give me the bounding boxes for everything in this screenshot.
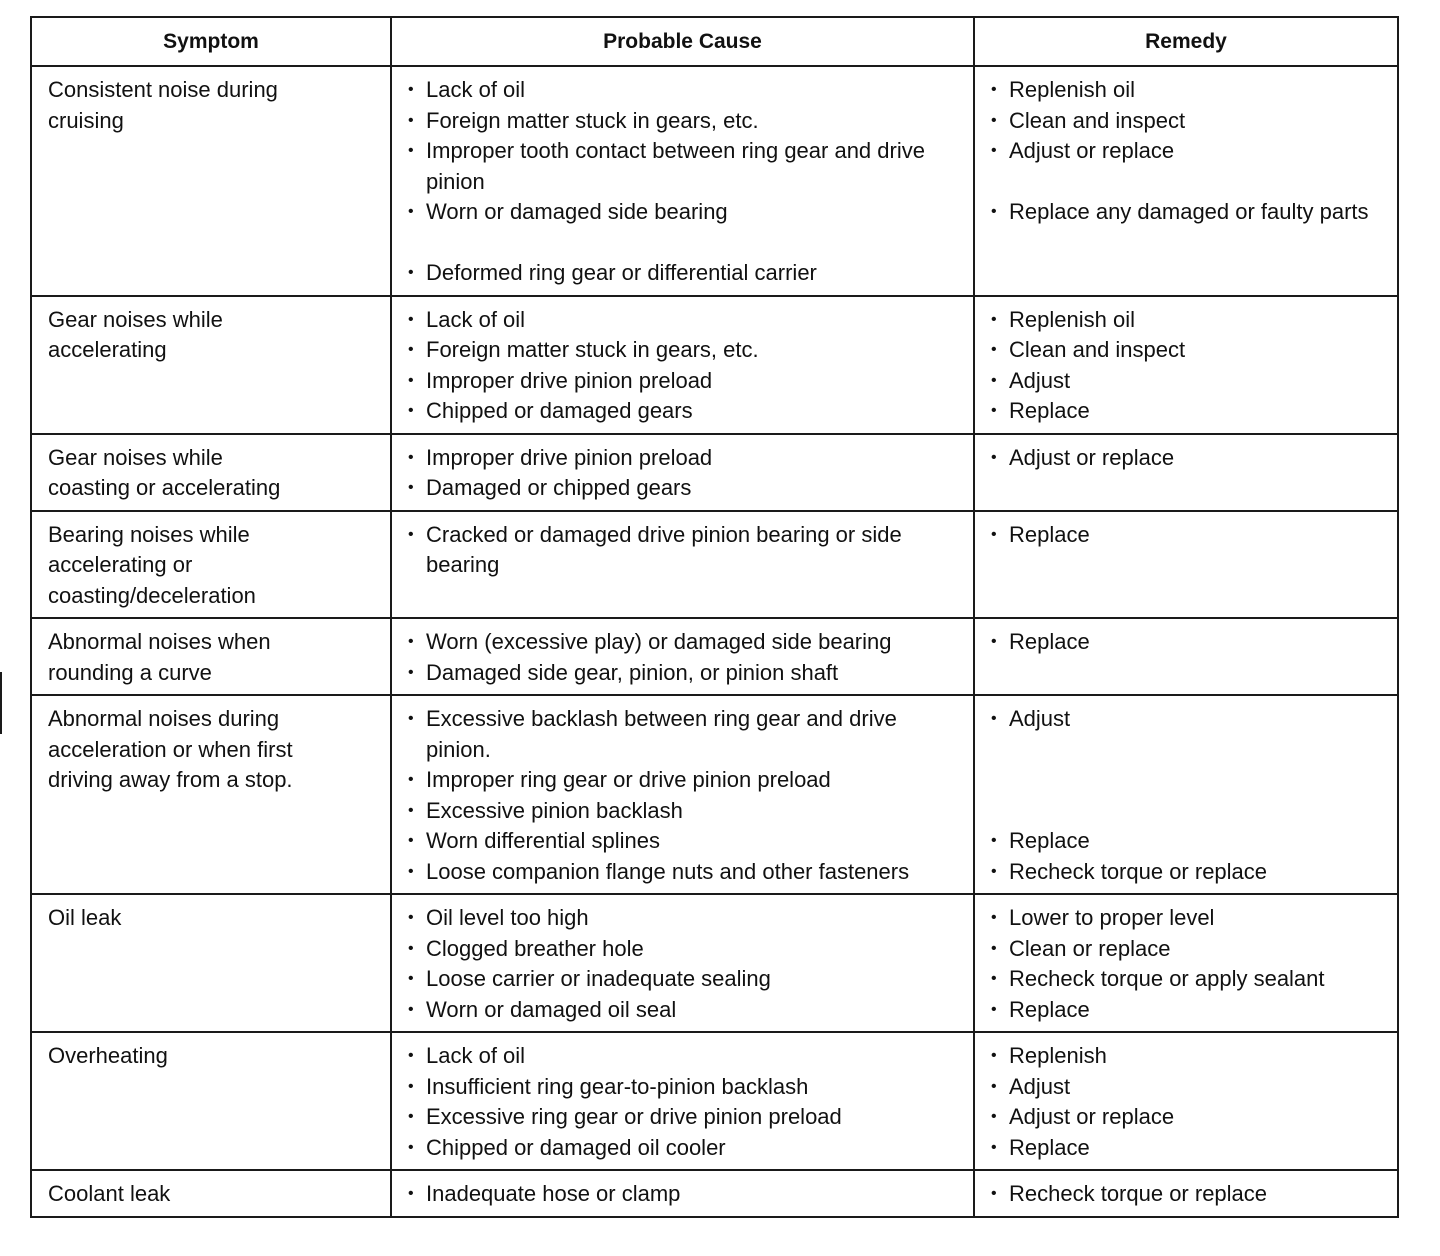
troubleshooting-table	[30, 16, 1399, 1218]
remedy-cell	[974, 695, 1398, 894]
cause-item: • Lack of oil	[408, 305, 961, 336]
remedy-item: • Clean and inspect	[991, 106, 1385, 137]
symptom-cell: Gear noises while accelerating	[31, 296, 391, 434]
table-row	[31, 894, 1398, 1032]
remedy-item: • Adjust	[991, 704, 1385, 735]
symptom-cell: Abnormal noises when rounding a curve	[31, 618, 391, 695]
cause-cell	[391, 66, 974, 296]
remedy-item: • Clean or replace	[991, 934, 1385, 965]
table-row	[31, 1170, 1398, 1217]
spacer	[991, 167, 1385, 198]
cause-item: • Excessive backlash between ring gear and drive pinion.	[408, 704, 961, 765]
remedy-item: • Recheck torque or replace	[991, 857, 1385, 888]
spacer	[991, 765, 1385, 796]
cause-item: • Insufficient ring gear-to-pinion backlash	[408, 1072, 961, 1103]
header-probable-cause: Probable Cause	[391, 17, 974, 66]
troubleshooting-table-container	[30, 16, 1397, 1218]
cause-item: • Chipped or damaged gears	[408, 396, 961, 427]
cause-item: • Improper drive pinion preload	[408, 443, 961, 474]
remedy-item: • Replace	[991, 995, 1385, 1026]
cause-item: • Oil level too high	[408, 903, 961, 934]
remedy-item: • Replace any damaged or faulty parts	[991, 197, 1385, 228]
cause-cell	[391, 695, 974, 894]
cause-item: • Chipped or damaged oil cooler	[408, 1133, 961, 1164]
symptom-cell: Abnormal noises during acceleration or when first driving away from a stop.	[31, 695, 391, 894]
remedy-item: • Adjust or replace	[991, 136, 1385, 167]
cause-cell	[391, 894, 974, 1032]
cause-item: • Worn or damaged side bearing	[408, 197, 961, 228]
cause-item: • Clogged breather hole	[408, 934, 961, 965]
cause-item: • Lack of oil	[408, 75, 961, 106]
cause-cell	[391, 296, 974, 434]
symptom-cell: Oil leak	[31, 894, 391, 1032]
remedy-cell	[974, 511, 1398, 619]
symptom-cell: Gear noises while coasting or accelerating	[31, 434, 391, 511]
table-row	[31, 695, 1398, 894]
remedy-item: • Replace	[991, 1133, 1385, 1164]
cause-item: • Inadequate hose or clamp	[408, 1179, 961, 1210]
header-symptom: Symptom	[31, 17, 391, 66]
cause-item: • Worn (excessive play) or damaged side bearing	[408, 627, 961, 658]
cause-item: • Excessive pinion backlash	[408, 796, 961, 827]
symptom-cell: Overheating	[31, 1032, 391, 1170]
symptom-cell: Bearing noises while accelerating or coasting/deceleration	[31, 511, 391, 619]
cause-item: • Improper tooth contact between ring gear and drive pinion	[408, 136, 961, 197]
remedy-item: • Replace	[991, 396, 1385, 427]
remedy-item: • Adjust or replace	[991, 1102, 1385, 1133]
table-row	[31, 66, 1398, 296]
cause-item: • Excessive ring gear or drive pinion preload	[408, 1102, 961, 1133]
remedy-item: • Adjust	[991, 366, 1385, 397]
cause-item: • Foreign matter stuck in gears, etc.	[408, 335, 961, 366]
table-row	[31, 511, 1398, 619]
cause-cell	[391, 1032, 974, 1170]
remedy-item: • Recheck torque or apply sealant	[991, 964, 1385, 995]
remedy-item: • Recheck torque or replace	[991, 1179, 1385, 1210]
remedy-cell	[974, 618, 1398, 695]
remedy-item: • Clean and inspect	[991, 335, 1385, 366]
cause-item: • Lack of oil	[408, 1041, 961, 1072]
cause-cell	[391, 434, 974, 511]
cause-item: • Improper drive pinion preload	[408, 366, 961, 397]
cause-item: • Improper ring gear or drive pinion preload	[408, 765, 961, 796]
cause-item: • Worn differential splines	[408, 826, 961, 857]
table-row	[31, 618, 1398, 695]
cause-item: • Worn or damaged oil seal	[408, 995, 961, 1026]
cause-item: • Cracked or damaged drive pinion bearing or side bearing	[408, 520, 961, 581]
cause-cell	[391, 511, 974, 619]
remedy-item: • Replenish oil	[991, 75, 1385, 106]
header-row	[31, 17, 1398, 66]
remedy-item: • Replace	[991, 520, 1385, 551]
spacer	[408, 228, 961, 259]
spacer	[991, 796, 1385, 827]
cause-item: • Damaged or chipped gears	[408, 473, 961, 504]
table-row	[31, 296, 1398, 434]
table-row	[31, 434, 1398, 511]
remedy-cell	[974, 296, 1398, 434]
symptom-cell: Coolant leak	[31, 1170, 391, 1217]
remedy-item: • Adjust	[991, 1072, 1385, 1103]
spacer	[991, 735, 1385, 766]
remedy-cell	[974, 894, 1398, 1032]
remedy-cell	[974, 66, 1398, 296]
cause-item: • Damaged side gear, pinion, or pinion shaft	[408, 658, 961, 689]
cause-cell	[391, 1170, 974, 1217]
remedy-item: • Lower to proper level	[991, 903, 1385, 934]
remedy-item: • Replace	[991, 627, 1385, 658]
remedy-item: • Adjust or replace	[991, 443, 1385, 474]
header-remedy: Remedy	[974, 17, 1398, 66]
cause-cell	[391, 618, 974, 695]
remedy-item: • Replenish	[991, 1041, 1385, 1072]
remedy-item: • Replenish oil	[991, 305, 1385, 336]
table-row	[31, 1032, 1398, 1170]
remedy-cell	[974, 1032, 1398, 1170]
margin-mark	[0, 672, 2, 734]
cause-item: • Loose carrier or inadequate sealing	[408, 964, 961, 995]
table-body	[31, 66, 1398, 1217]
cause-item: • Loose companion flange nuts and other fasteners	[408, 857, 961, 888]
cause-item: • Deformed ring gear or differential carrier	[408, 258, 961, 289]
cause-item: • Foreign matter stuck in gears, etc.	[408, 106, 961, 137]
symptom-cell: Consistent noise during cruising	[31, 66, 391, 296]
remedy-cell	[974, 434, 1398, 511]
remedy-cell	[974, 1170, 1398, 1217]
remedy-item: • Replace	[991, 826, 1385, 857]
